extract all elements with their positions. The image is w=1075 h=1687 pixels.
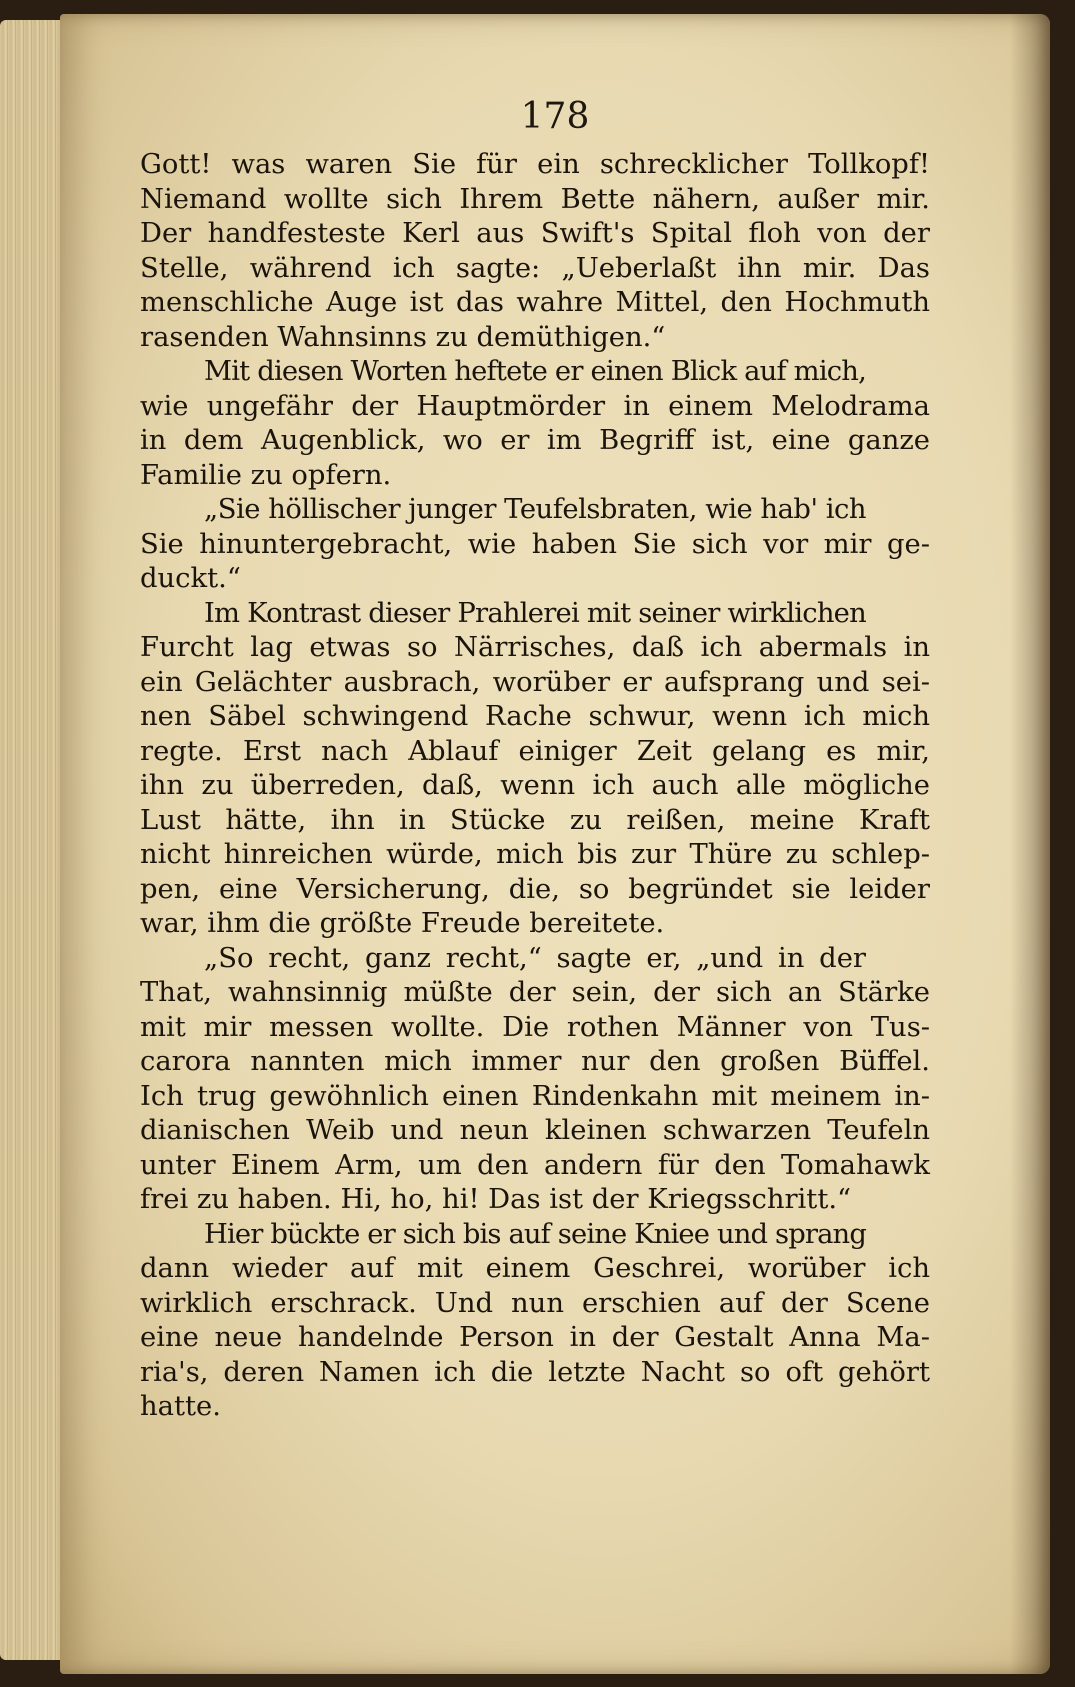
paragraph: [140, 1218, 930, 1425]
text-line: unter Einem Arm, um den andern für den Tomahawk: [140, 1149, 930, 1181]
text-line: frei zu haben. Hi, ho, hi! Das ist der Kriegsschritt.“: [140, 1184, 852, 1215]
paragraph: [140, 355, 930, 493]
text-line: hatte.: [140, 1391, 221, 1422]
text-line: mit mir messen wollte. Die rothen Männer von Tus-: [140, 1011, 930, 1043]
text-line: dianischen Weib und neun kleinen schwarzen Teufeln: [140, 1115, 930, 1146]
text-line: dann wieder auf mit einem Geschrei, worüber ich: [140, 1253, 930, 1284]
text-line: war, ihm die größte Freude bereitete.: [140, 908, 665, 939]
text-line: Hier bückte er sich bis auf seine Kniee und sprang: [204, 1218, 866, 1250]
paragraph: [140, 493, 930, 597]
text-line: wie ungefähr der Hauptmörder in einem Melodrama: [140, 390, 930, 422]
text-line: nicht hinreichen würde, mich bis zur Thüre zu schlep-: [140, 839, 930, 870]
text-line: wirklich erschrack. Und nun erschien auf der Scene: [140, 1287, 930, 1319]
text-line: ria's, deren Namen ich die letzte Nacht so oft gehört: [140, 1356, 930, 1388]
paragraph: [140, 148, 930, 355]
text-line: That, wahnsinnig müßte der sein, der sich an Stärke: [140, 977, 930, 1008]
text-line: Ich trug gewöhnlich einen Rindenkahn mit meinem in-: [140, 1080, 930, 1112]
text-line: eine neue handelnde Person in der Gestalt Anna Ma-: [140, 1322, 930, 1353]
text-line: duckt.“: [140, 563, 241, 594]
text-line: pen, eine Versicherung, die, so begründet sie leider: [140, 873, 930, 905]
text-line: Der handfesteste Kerl aus Swift's Spital floh von der: [140, 218, 930, 249]
text-line: „Sie höllischer junger Teufelsbraten, wie hab' ich: [204, 494, 866, 525]
text-line: Lust hätte, ihn in Stücke zu reißen, meine Kraft: [140, 804, 930, 836]
page-number: 178: [520, 96, 590, 137]
text-line: Gott! was waren Sie für ein schrecklicher Tollkopf!: [140, 149, 930, 180]
text-line: Sie hinuntergebracht, wie haben Sie sich vor mir ge-: [140, 528, 930, 560]
body-text: [140, 148, 930, 1425]
paragraph: [140, 942, 930, 1218]
text-line: nen Säbel schwingend Rache schwur, wenn ich mich: [140, 701, 930, 732]
text-line: ihn zu überreden, daß, wenn ich auch alle mögliche: [140, 770, 930, 801]
text-line: ein Gelächter ausbrach, worüber er aufsprang und sei-: [140, 666, 930, 698]
text-line: in dem Augenblick, wo er im Begriff ist, eine ganze: [140, 425, 930, 456]
paragraph: [140, 597, 930, 942]
text-line: regte. Erst nach Ablauf einiger Zeit gelang es mir,: [140, 735, 930, 767]
text-line: menschliche Auge ist das wahre Mittel, den Hochmuth: [140, 287, 930, 318]
text-line: rasenden Wahnsinns zu demüthigen.“: [140, 321, 666, 353]
text-line: carora nannten mich immer nur den großen Büffel.: [140, 1046, 930, 1077]
text-line: Stelle, während ich sagte: „Ueberlaßt ihn mir. Das: [140, 252, 930, 284]
text-line: Niemand wollte sich Ihrem Bette nähern, außer mir.: [140, 183, 930, 215]
text-line: „So recht, ganz recht,“ sagte er, „und in der: [204, 942, 866, 974]
text-line: Mit diesen Worten heftete er einen Blick auf mich,: [204, 356, 866, 387]
text-line: Furcht lag etwas so Närrisches, daß ich abermals in: [140, 632, 930, 663]
text-line: Familie zu opfern.: [140, 459, 392, 491]
text-line: Im Kontrast dieser Prahlerei mit seiner wirklichen: [204, 597, 866, 629]
page-gutter-shadow: [1010, 14, 1050, 1674]
